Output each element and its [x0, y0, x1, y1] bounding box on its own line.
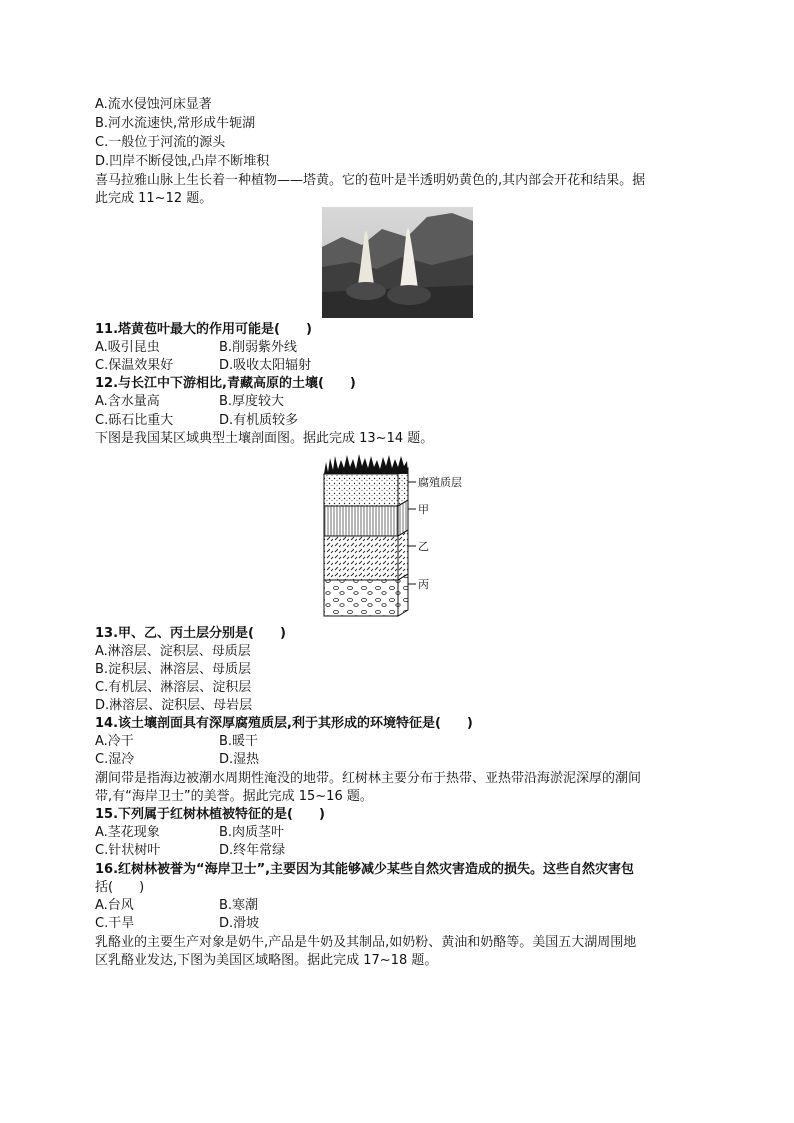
- label-humus-layer: 腐殖质层: [418, 476, 462, 489]
- q14-option-d: D.湿热: [219, 752, 260, 767]
- label-layer-jia: 甲: [418, 503, 429, 516]
- q16-option-c: C.干旱: [95, 916, 135, 931]
- q13-option-c: C.有机层、淋溶层、淀积层: [95, 680, 252, 695]
- q15-stem: 15.下列属于红树林植被特征的是( ): [95, 807, 325, 822]
- q14-option-c: C.湿冷: [95, 752, 135, 767]
- intro-mangrove-line2: 带,有“海岸卫士”的美誉。据此完成 15~16 题。: [95, 789, 373, 804]
- q13-stem: 13.甲、乙、丙土层分别是( ): [95, 626, 286, 641]
- q15-option-d: D.终年常绿: [219, 843, 286, 858]
- q11-option-d: D.吸收太阳辐射: [219, 358, 312, 373]
- q12-option-b: B.厚度较大: [219, 394, 285, 409]
- q16-stem-line2: 括( ): [95, 880, 145, 895]
- intro-dairy-line1: 乳酪业的主要生产对象是奶牛,产品是牛奶及其制品,如奶粉、黄油和奶酪等。美国五大湖周围地: [95, 935, 637, 950]
- q10-option-b: B.河水流速快,常形成牛轭湖: [95, 116, 256, 131]
- intro-dairy-line2: 区乳酪业发达,下图为美国区域略图。据此完成 17~18 题。: [95, 953, 438, 968]
- intro-soil: 下图是我国某区域典型土壤剖面图。据此完成 13~14 题。: [95, 431, 434, 446]
- q16-option-d: D.滑坡: [219, 916, 260, 931]
- q12-option-c: C.砾石比重大: [95, 413, 174, 428]
- q16-option-b: B.寒潮: [219, 898, 259, 913]
- q14-option-b: B.暖干: [219, 734, 259, 749]
- intro-taxhuang-line1: 喜马拉雅山脉上生长着一种植物——塔黄。它的苞叶是半透明奶黄色的,其内部会开花和结果。据: [95, 173, 646, 188]
- q10-option-a: A.流水侵蚀河床显著: [95, 97, 212, 112]
- q11-option-a: A.吸引昆虫: [95, 340, 160, 355]
- q11-option-b: B.削弱紫外线: [219, 340, 298, 355]
- q10-option-d: D.凹岸不断侵蚀,凸岸不断堆积: [95, 154, 270, 169]
- q11-option-c: C.保温效果好: [95, 358, 174, 373]
- q12-option-d: D.有机质较多: [219, 413, 299, 428]
- q13-option-a: A.淋溶层、淀积层、母质层: [95, 644, 251, 659]
- soil-profile-diagram: [318, 452, 488, 624]
- q10-option-c: C.一般位于河流的源头: [95, 135, 226, 150]
- q14-option-a: A.冷干: [95, 734, 134, 749]
- q13-option-d: D.淋溶层、淀积层、母岩层: [95, 698, 253, 713]
- q16-stem-line1: 16.红树林被誉为“海岸卫士”,主要因为其能够减少某些自然灾害造成的损失。这些自然灾害包: [95, 862, 635, 877]
- label-layer-bing: 丙: [418, 578, 429, 591]
- intro-taxhuang-line2: 此完成 11~12 题。: [95, 191, 213, 206]
- q15-option-b: B.肉质茎叶: [219, 825, 285, 840]
- q16-option-a: A.台风: [95, 898, 134, 913]
- q13-option-b: B.淀积层、淋溶层、母质层: [95, 662, 252, 677]
- q12-stem: 12.与长江中下游相比,青藏高原的土壤( ): [95, 376, 356, 391]
- q15-option-c: C.针状树叶: [95, 843, 161, 858]
- label-layer-yi: 乙: [418, 540, 429, 553]
- q15-option-a: A.茎花现象: [95, 825, 160, 840]
- taxhuang-photo: [322, 207, 473, 318]
- intro-mangrove-line1: 潮间带是指海边被潮水周期性淹没的地带。红树林主要分布于热带、亚热带沿海淤泥深厚的潮间: [95, 771, 642, 786]
- q14-stem: 14.该土壤剖面具有深厚腐殖质层,利于其形成的环境特征是( ): [95, 716, 473, 731]
- q11-stem: 11.塔黄苞叶最大的作用可能是( ): [95, 322, 312, 337]
- q12-option-a: A.含水量高: [95, 394, 160, 409]
